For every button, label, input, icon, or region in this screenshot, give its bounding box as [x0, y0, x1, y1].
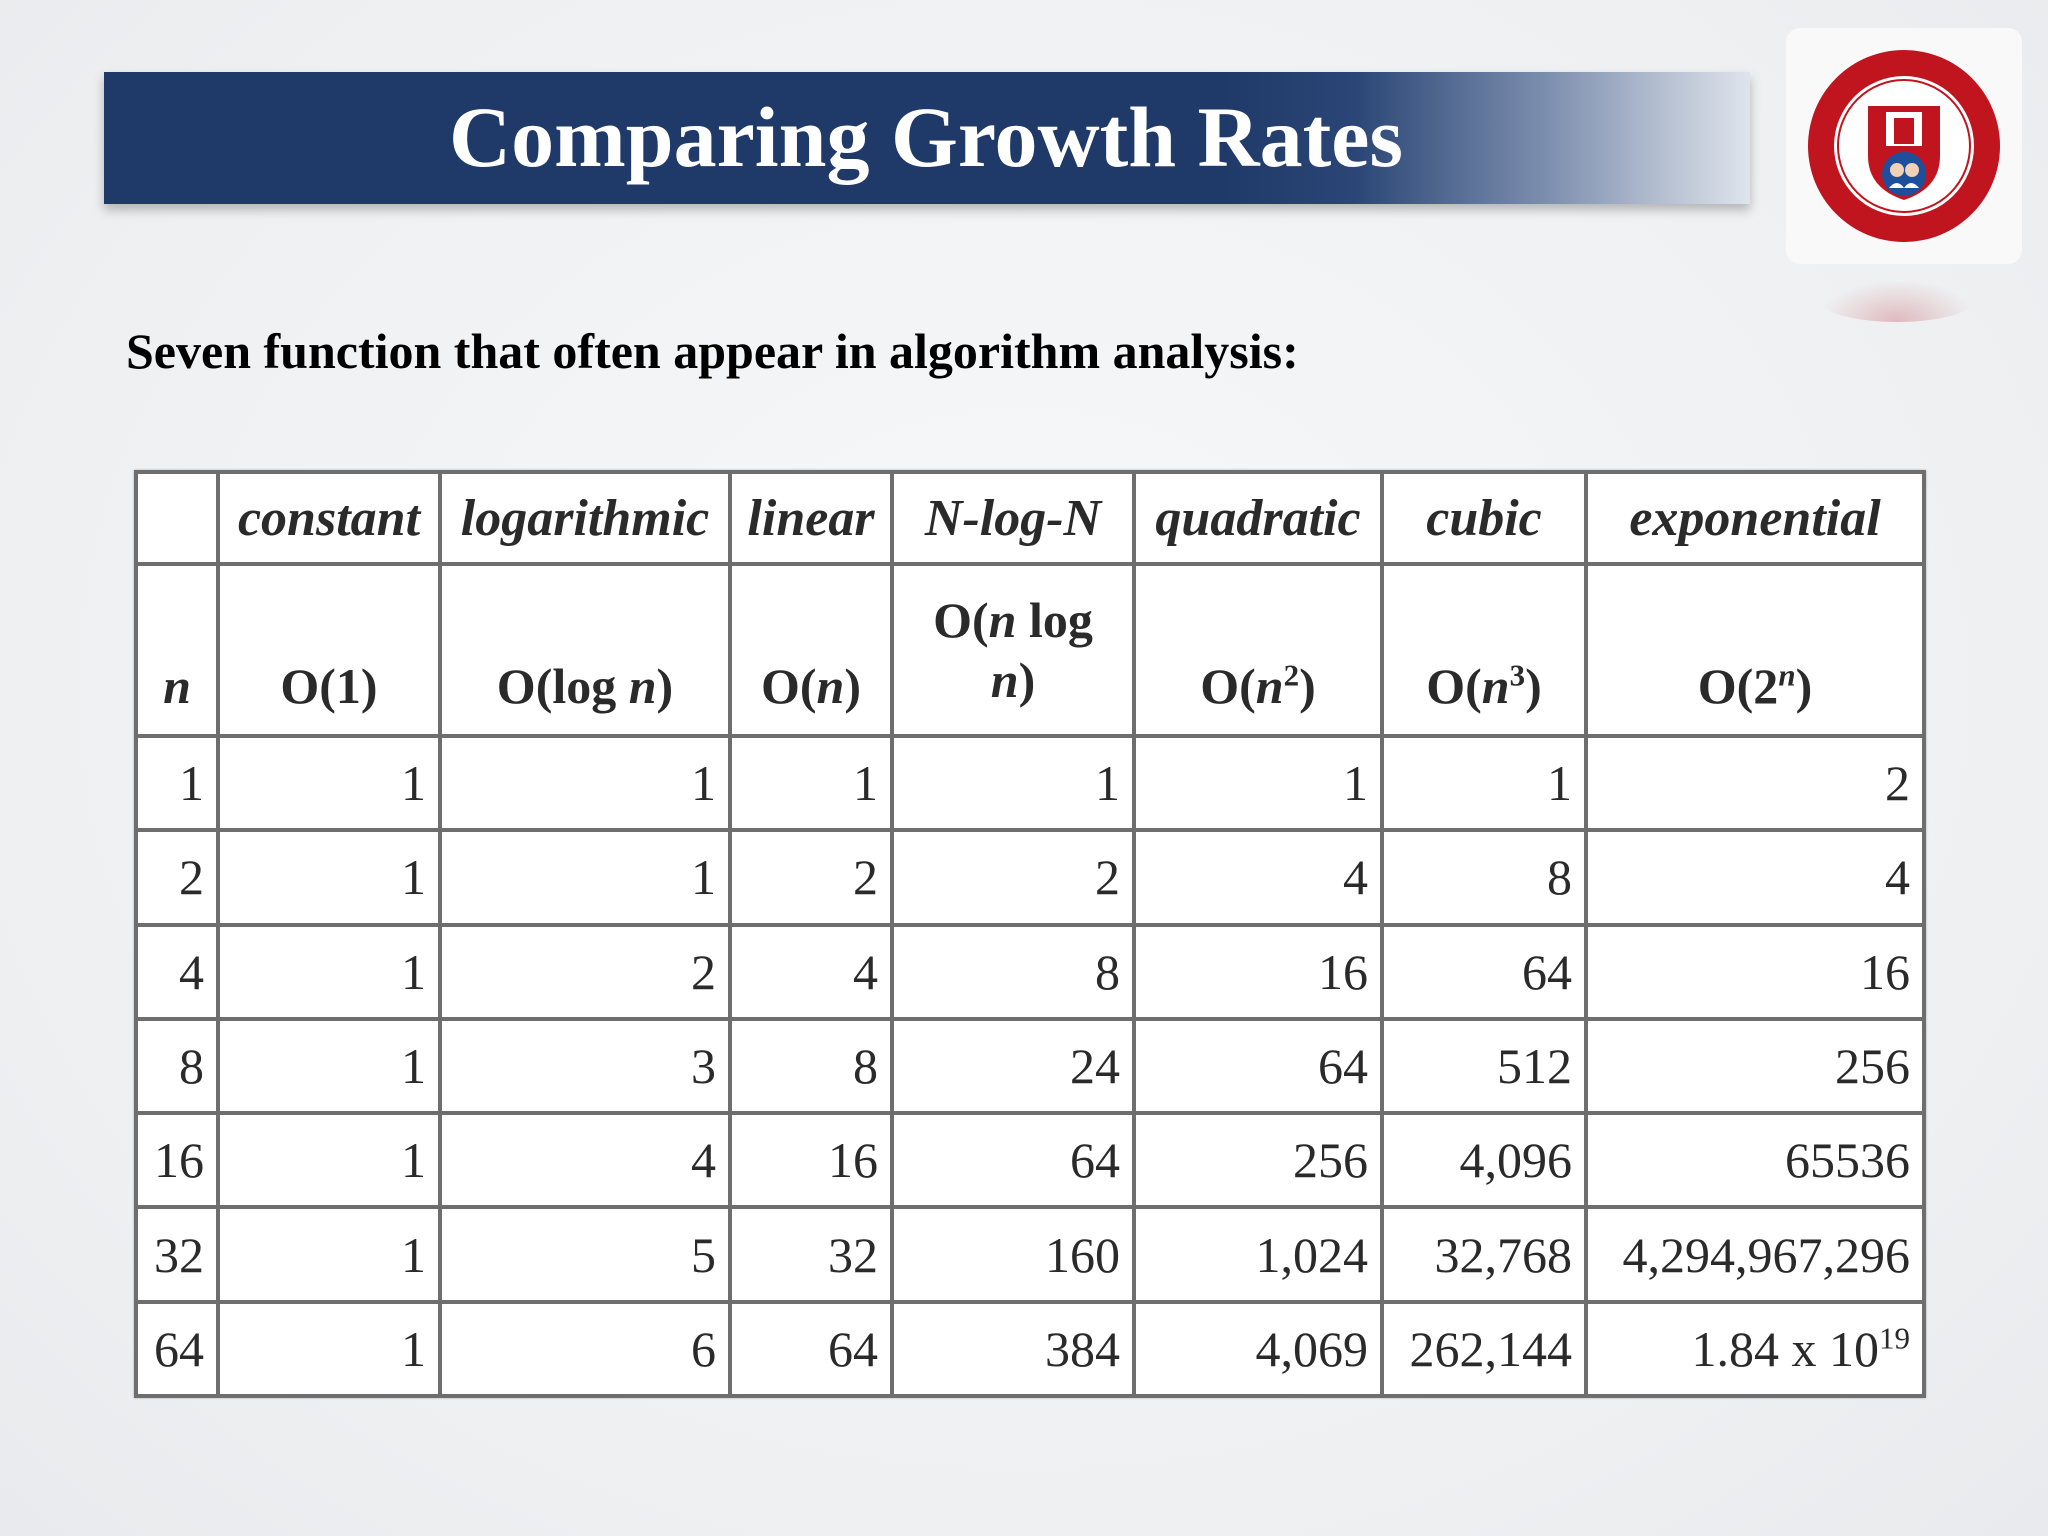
- cell-quadratic: 4: [1134, 830, 1382, 924]
- cell-logarithmic: 5: [440, 1207, 730, 1301]
- order-cubic: $O(n^3)$: [1382, 564, 1586, 736]
- title-bar: [104, 72, 1750, 204]
- table-row: [136, 830, 1924, 924]
- cell-linear: 2: [730, 830, 892, 924]
- order-quadratic: $O(n^2)$: [1134, 564, 1382, 736]
- header-linear: linear: [730, 472, 892, 564]
- cell-constant: 1: [218, 1019, 440, 1113]
- cell-linear: 16: [730, 1113, 892, 1207]
- header-n-log-n: N-log-N: [892, 472, 1134, 564]
- cell-linear: 1: [730, 736, 892, 830]
- big-o-row: [136, 564, 1924, 736]
- header-constant: constant: [218, 472, 440, 564]
- cell-cubic: 32,768: [1382, 1207, 1586, 1301]
- cell-n-log-n: 1: [892, 736, 1134, 830]
- cell-n-log-n: 160: [892, 1207, 1134, 1301]
- cell-quadratic: 16: [1134, 925, 1382, 1019]
- cell-n-log-n: 384: [892, 1302, 1134, 1396]
- cell-cubic: 262,144: [1382, 1302, 1586, 1396]
- cell-quadratic: 1,024: [1134, 1207, 1382, 1301]
- cell-constant: 1: [218, 736, 440, 830]
- slide-subtitle: Seven function that often appear in algorithm analysis:: [126, 323, 1299, 379]
- header-cubic: cubic: [1382, 472, 1586, 564]
- logo-reflection: [1822, 282, 1972, 322]
- cell-quadratic: 64: [1134, 1019, 1382, 1113]
- table-row: [136, 1019, 1924, 1113]
- cell-cubic: 64: [1382, 925, 1586, 1019]
- table-row: [136, 736, 1924, 830]
- cell-logarithmic: 1: [440, 736, 730, 830]
- cell-constant: 1: [218, 1207, 440, 1301]
- cell-exponential: 256: [1586, 1019, 1924, 1113]
- cell-n: 2: [136, 830, 218, 924]
- cell-n-log-n: 64: [892, 1113, 1134, 1207]
- cell-exponential: 1.84 x $10^{19}$: [1586, 1302, 1924, 1396]
- svg-text:☪: ☪: [1850, 144, 1863, 160]
- corner-header-cell: [136, 472, 218, 564]
- order-constant: O(1): [218, 564, 440, 736]
- cell-quadratic: 1: [1134, 736, 1382, 830]
- order-logarithmic: O(log n): [440, 564, 730, 736]
- cell-exponential: 4,294,967,296: [1586, 1207, 1924, 1301]
- seal-icon: [1786, 28, 2022, 264]
- cell-exponential: 2: [1586, 736, 1924, 830]
- cell-exponential: 16: [1586, 925, 1924, 1019]
- cell-quadratic: 256: [1134, 1113, 1382, 1207]
- cell-constant: 1: [218, 830, 440, 924]
- cell-linear: 32: [730, 1207, 892, 1301]
- cell-n-log-n: 2: [892, 830, 1134, 924]
- cell-logarithmic: 3: [440, 1019, 730, 1113]
- cell-cubic: 8: [1382, 830, 1586, 924]
- institute-seal-logo: [1786, 28, 2022, 264]
- cell-exponential: 65536: [1586, 1113, 1924, 1207]
- header-quadratic: quadratic: [1134, 472, 1382, 564]
- cell-linear: 64: [730, 1302, 892, 1396]
- cell-n-log-n: 8: [892, 925, 1134, 1019]
- cell-logarithmic: 6: [440, 1302, 730, 1396]
- cell-n: 8: [136, 1019, 218, 1113]
- order-exponential: O(2$^n$): [1586, 564, 1924, 736]
- table-row: [136, 925, 1924, 1019]
- cell-constant: 1: [218, 1302, 440, 1396]
- cell-linear: 8: [730, 1019, 892, 1113]
- cell-logarithmic: 1: [440, 830, 730, 924]
- cell-n: 64: [136, 1302, 218, 1396]
- cell-n: 16: [136, 1113, 218, 1207]
- order-n-log-n: O(n log n): [892, 564, 1134, 736]
- header-logarithmic: logarithmic: [440, 472, 730, 564]
- table-row: [136, 1207, 1924, 1301]
- cell-n: 1: [136, 736, 218, 830]
- cell-n: 32: [136, 1207, 218, 1301]
- cell-quadratic: 4,069: [1134, 1302, 1382, 1396]
- cell-constant: 1: [218, 925, 440, 1019]
- table-row: [136, 1113, 1924, 1207]
- order-linear: O(n): [730, 564, 892, 736]
- cell-constant: 1: [218, 1113, 440, 1207]
- header-exponential: exponential: [1586, 472, 1924, 564]
- cell-cubic: 512: [1382, 1019, 1586, 1113]
- cell-n-log-n: 24: [892, 1019, 1134, 1113]
- cell-cubic: 1: [1382, 736, 1586, 830]
- cell-logarithmic: 2: [440, 925, 730, 1019]
- cell-n: 4: [136, 925, 218, 1019]
- order-n: n: [136, 564, 218, 736]
- cell-logarithmic: 4: [440, 1113, 730, 1207]
- function-names-row: [136, 472, 1924, 564]
- table-row: [136, 1302, 1924, 1396]
- cell-cubic: 4,096: [1382, 1113, 1586, 1207]
- growth-rates-table: [134, 470, 1926, 1398]
- cell-linear: 4: [730, 925, 892, 1019]
- cell-exponential: 4: [1586, 830, 1924, 924]
- slide-title: Comparing Growth Rates: [449, 89, 1403, 185]
